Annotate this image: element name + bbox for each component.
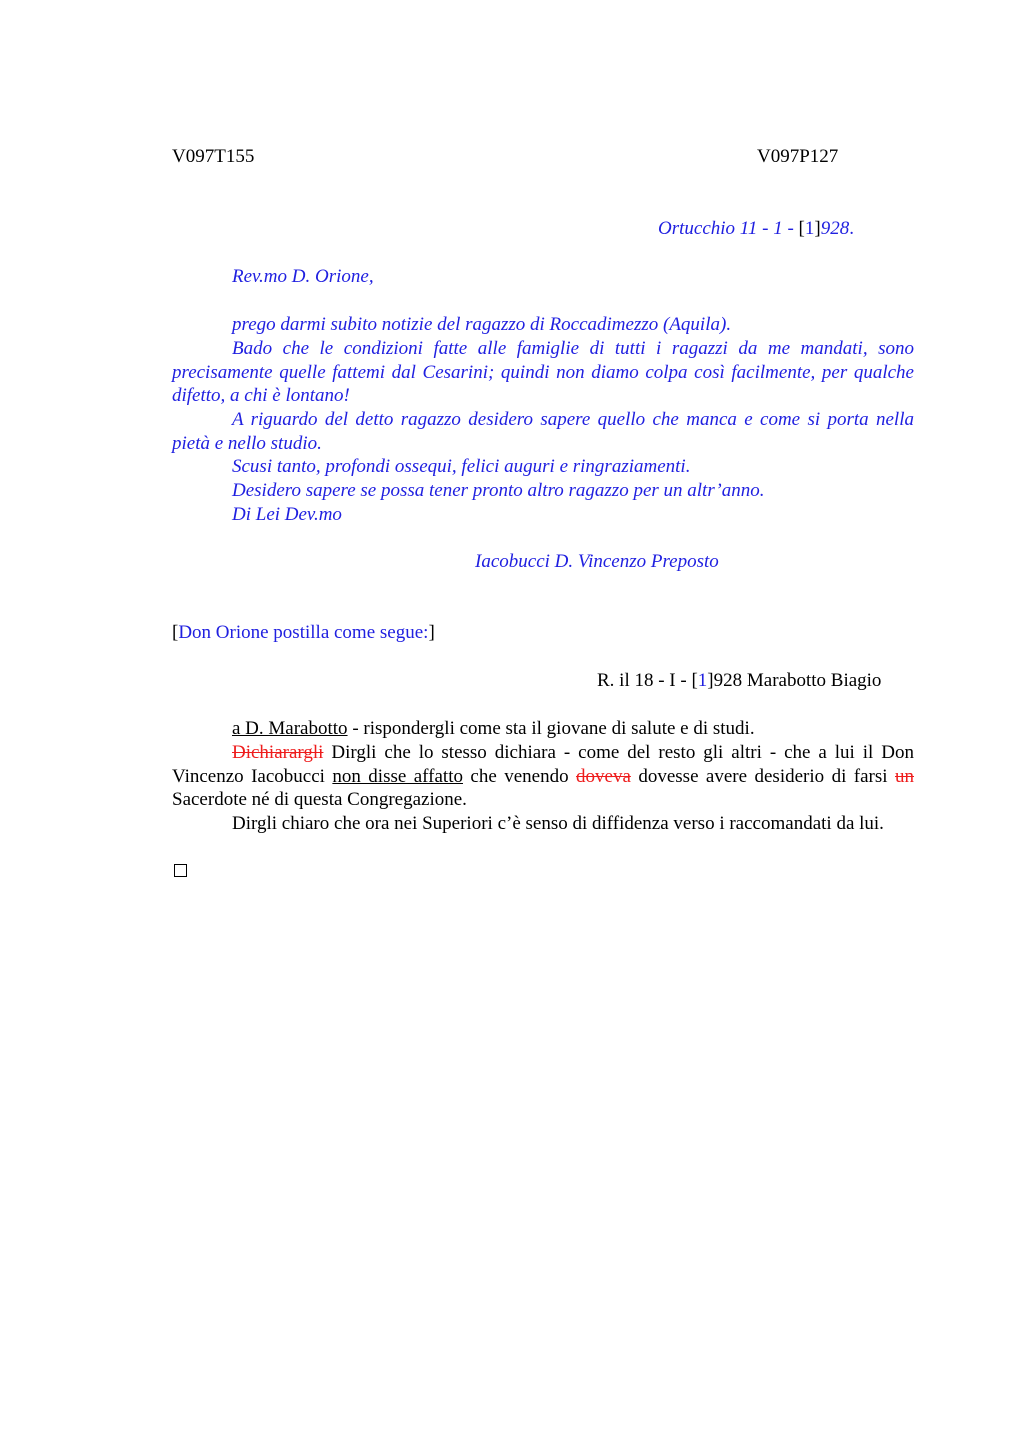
annotation-heading <box>172 622 435 644</box>
text: dovesse avere desiderio di farsi <box>630 765 895 787</box>
letter-date <box>658 218 854 240</box>
reply-suffix: ]928 Marabotto Biagio <box>707 670 882 691</box>
text: - rispondergli come sta il giovane di salute e di studi. <box>347 718 755 739</box>
date-bracket-num: 1 <box>804 218 815 239</box>
text: Sacerdote né di questa Congregazione. <box>172 789 467 811</box>
annotation-note: Don Orione postilla come segue: <box>178 622 429 643</box>
end-square-icon <box>174 864 187 877</box>
letter-paragraph: Desidero sapere se possa tener pronto altro ragazzo per un altr’anno. <box>232 480 765 501</box>
bracket-open: [ <box>172 622 179 643</box>
deleted-text: Dichiarargli <box>232 742 324 763</box>
document-code-right: V097P127 <box>757 146 839 167</box>
letter-signature: Iacobucci D. Vincenzo Preposto <box>475 551 719 572</box>
reply-line <box>597 670 881 692</box>
annotation-paragraph-3: Dirgli chiaro che ora nei Superiori c’è senso di diffidenza verso i raccomandati da lui. <box>232 813 884 834</box>
text: che venendo <box>462 765 577 787</box>
bracket-close: ] <box>428 622 435 643</box>
annotation-paragraph-1 <box>172 717 914 741</box>
underlined-text: non disse affatto <box>332 765 463 787</box>
deleted-text: doveva <box>576 765 631 787</box>
date-bracket-open: [ <box>798 218 805 239</box>
letter-paragraph: Scusi tanto, profondi ossequi, felici auguri e ringraziamenti. <box>232 456 691 477</box>
date-place: Ortucchio 11 - 1 - <box>658 218 799 239</box>
date-year: 928 <box>820 218 850 239</box>
date-bracket-close: ] <box>814 218 821 239</box>
document-code-left: V097T155 <box>172 146 255 167</box>
deleted-text: un <box>895 765 914 787</box>
text: Dirgli che lo stesso dichiara - come del resto gli altri - che a lui il Don Vincenzo Iacobucci <box>172 742 914 787</box>
letter-paragraph: Bado che le condizioni fatte alle famiglie di tutti i ragazzi da me mandati, sono precisamente quelle fattemi dal Cesarini; quindi non diamo colpa così facilmente, per qualche difetto, a chi è lontano! <box>172 338 914 407</box>
letter-paragraph: prego darmi subito notizie del ragazzo di Roccadimezzo (Aquila). <box>232 314 732 335</box>
reply-num: 1 <box>697 670 708 691</box>
letter-paragraph: A riguardo del detto ragazzo desidero sapere quello che manca e come si porta nella pietà e nello studio. <box>172 409 914 454</box>
underlined-text: a D. Marabotto <box>232 718 348 739</box>
date-period: . <box>849 218 854 239</box>
letter-closing: Di Lei Dev.mo <box>232 504 342 525</box>
annotation-paragraph-2 <box>172 741 914 812</box>
letter-salutation: Rev.mo D. Orione, <box>232 266 374 287</box>
reply-prefix: R. il 18 - I - [ <box>597 670 698 691</box>
